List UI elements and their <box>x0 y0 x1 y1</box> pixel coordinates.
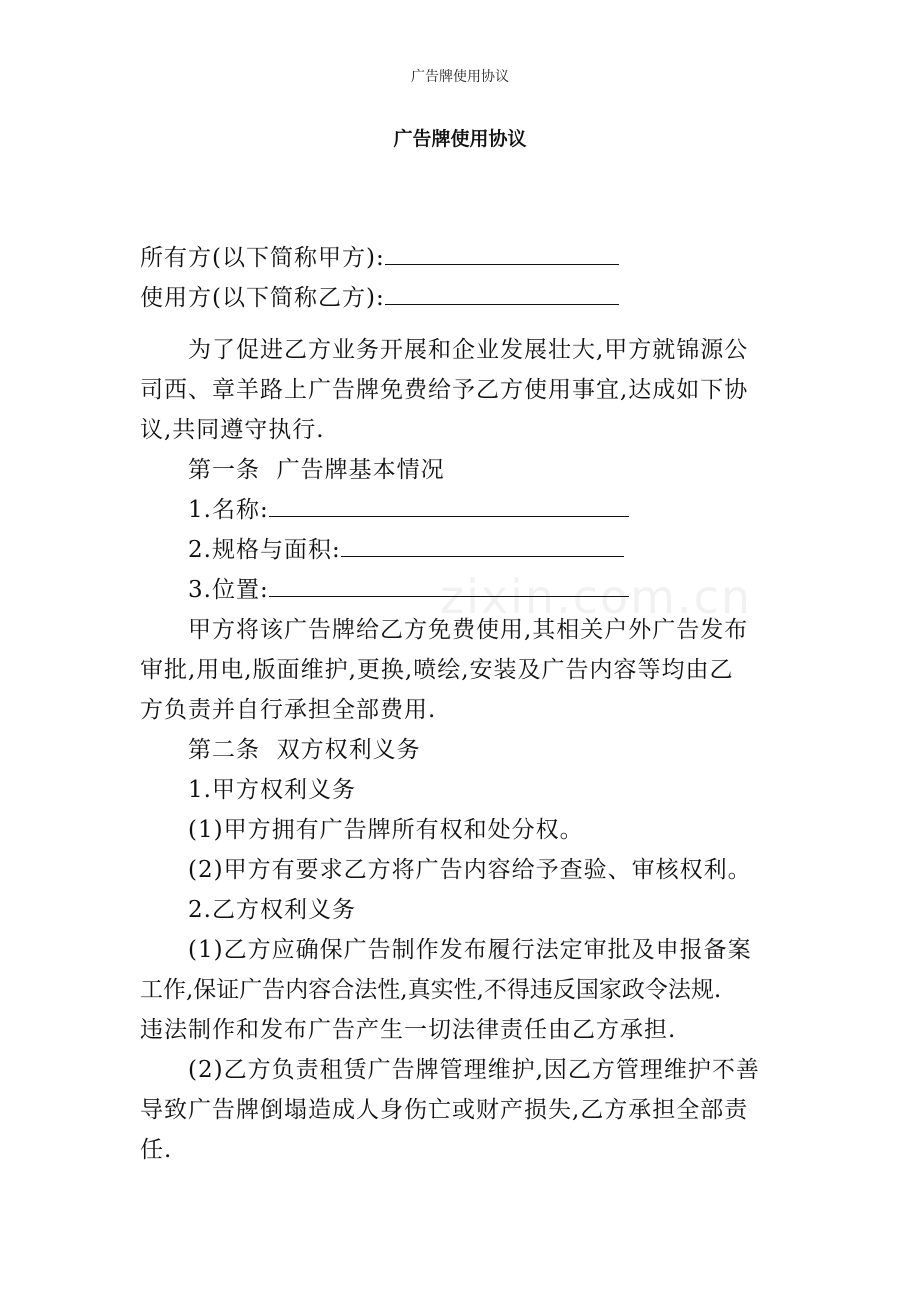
intro-line: 为了促进乙方业务开展和企业发展壮大,甲方就锦源公 <box>188 337 749 363</box>
article1-text-line: 甲方将该广告牌给乙方免费使用,其相关户外广告发布 <box>188 617 749 643</box>
party-b-item2-line: 导致广告牌倒塌造成人身伤亡或财产损失,乙方承担全部责 <box>140 1097 749 1123</box>
watermark: zixin.com.cn <box>440 570 753 624</box>
party-b-heading: 2.乙方权利义务 <box>188 897 356 923</box>
name-label: 1.名称: <box>188 497 269 523</box>
spec-field-line <box>140 530 780 570</box>
party-a-heading: 1.甲方权利义务 <box>188 777 356 803</box>
name-field-line <box>140 490 780 530</box>
party-b-item2-line: (2)乙方负责租赁广告牌管理维护,因乙方管理维护不善 <box>188 1057 760 1083</box>
party-a-item: (2)甲方有要求乙方将广告内容给予查验、审核权利。 <box>188 857 752 883</box>
position-label: 3.位置: <box>188 577 269 603</box>
party-b-item2-line: 任. <box>140 1137 173 1163</box>
article1-text-line: 审批,用电,版面维护,更换,喷绘,安装及广告内容等均由乙 <box>140 657 734 683</box>
spec-blank <box>341 536 624 557</box>
user-party-line <box>140 278 780 318</box>
running-header: 广告牌使用协议 <box>411 69 509 85</box>
owner-party-line <box>140 238 780 278</box>
article1-text-line: 方负责并自行承担全部费用. <box>140 697 437 723</box>
intro-line: 议,共同遵守执行. <box>140 417 325 443</box>
article1-heading: 第一条 广告牌基本情况 <box>188 457 445 483</box>
spec-label: 2.规格与面积: <box>188 537 341 563</box>
document-title: 广告牌使用协议 <box>393 128 527 150</box>
party-b-item1-line: 工作,保证广告内容合法性,真实性,不得违反国家政令法规. <box>140 977 722 1003</box>
intro-line: 司西、章羊路上广告牌免费给予乙方使用事宜,达成如下协 <box>140 377 749 403</box>
party-b-item1-line: (1)乙方应确保广告制作发布履行法定审批及申报备案 <box>188 937 752 963</box>
party-a-item: (1)甲方拥有广告牌所有权和处分权。 <box>188 817 584 843</box>
article2-heading: 第二条 双方权利义务 <box>188 737 421 763</box>
user-party-label: 使用方(以下简称乙方): <box>140 285 385 311</box>
document-body <box>140 238 780 1170</box>
owner-party-label: 所有方(以下简称甲方): <box>140 245 385 271</box>
owner-party-blank <box>385 244 619 265</box>
party-b-item1-line: 违法制作和发布广告产生一切法律责任由乙方承担. <box>140 1017 677 1043</box>
name-blank <box>269 496 629 517</box>
user-party-blank <box>385 284 619 305</box>
